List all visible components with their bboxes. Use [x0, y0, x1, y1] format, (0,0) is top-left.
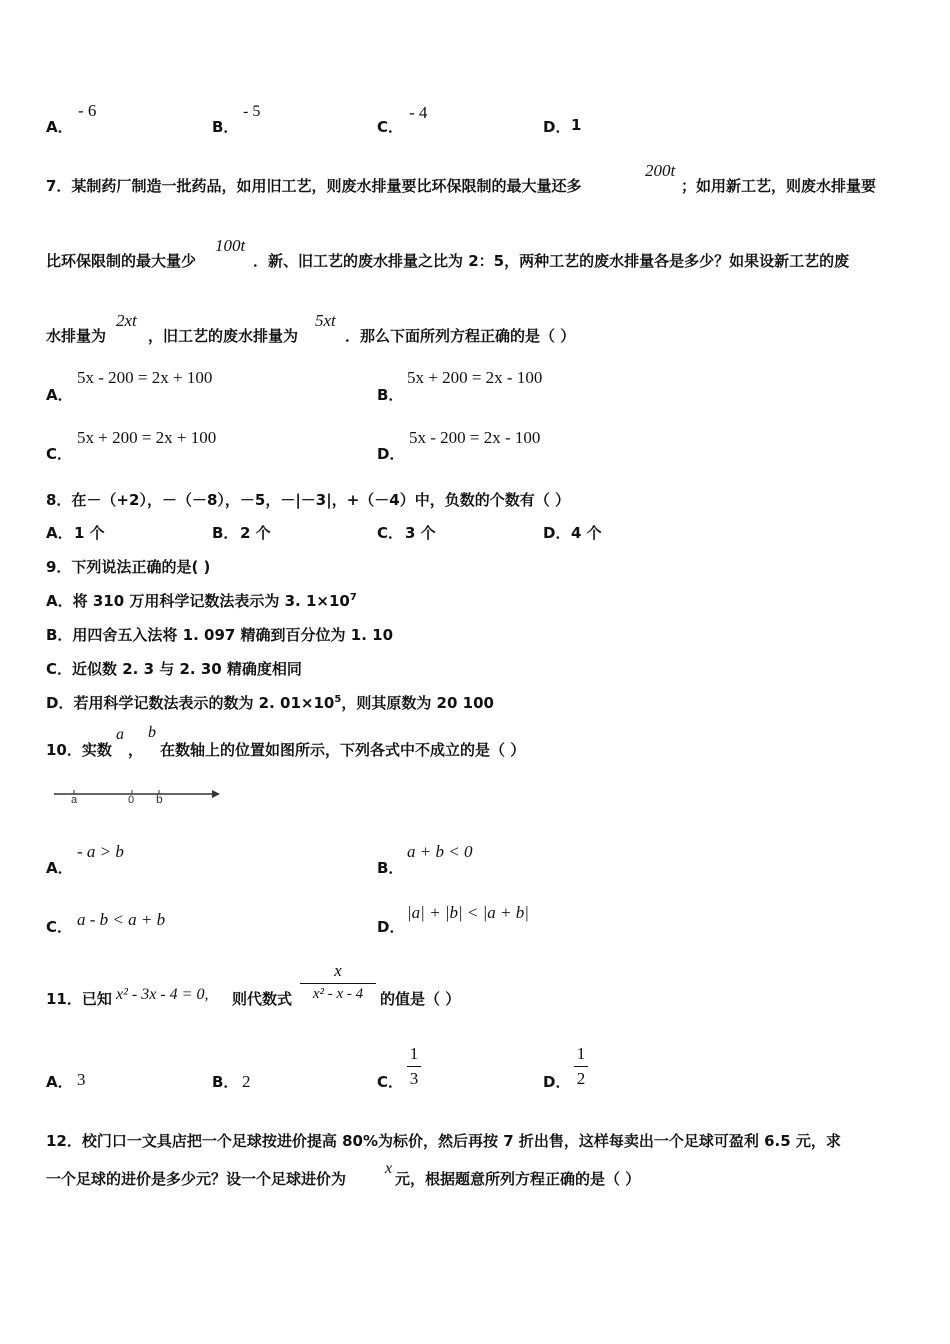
q8-option-a-label: A． [46, 524, 73, 542]
number-line-label-b: b [156, 792, 163, 806]
q7-option-b-value: 5x + 200 = 2x - 100 [407, 368, 543, 387]
q7-line3-part2: ，旧工艺的废水排量为 [148, 327, 299, 345]
q10-stem-part1: 10．实数 [46, 741, 112, 759]
q9-option-d-exponent: 5 [334, 694, 342, 705]
q8-option-a-value: 1 个 [74, 524, 105, 542]
q9-option-b: B．用四舍五入法将 1. 097 精确到百分位为 1. 10 [46, 626, 394, 644]
fraction-bar [407, 1066, 421, 1067]
q11-option-d-fraction [574, 1044, 588, 1089]
q6-option-d-label: D． [543, 118, 571, 136]
q8-option-b-label: B． [212, 524, 239, 542]
q9-option-d-text: D．若用科学记数法表示的数为 2. 01×10 [46, 694, 335, 712]
q7-line2-part2: ．新、旧工艺的废水排量之比为 2：5，两种工艺的废水排量各是多少？如果设新工艺的废 [253, 252, 850, 270]
number-line-label-zero: 0 [128, 794, 135, 806]
q11-stem-part3: 的值是（ ） [380, 990, 461, 1008]
q10-option-b-label: B． [377, 859, 404, 877]
q8-option-c-value: 3 个 [405, 524, 436, 542]
q11-option-b-value: 2 [242, 1072, 251, 1091]
q12-line2-part1: 一个足球的进价是多少元？设一个足球进价为 [46, 1170, 347, 1188]
number-line-label-a: a [71, 794, 78, 806]
q7-math-200t: 200t [645, 161, 676, 180]
q11-fraction-numerator: x [334, 961, 342, 980]
q11-equation: x² - 3x - 4 = 0, [116, 986, 209, 1003]
q10-var-a: a [116, 726, 124, 743]
q8-option-d-value: 4 个 [571, 524, 602, 542]
q9-option-a-exponent: 7 [349, 592, 357, 603]
q9-stem: 9．下列说法正确的是( ) [46, 558, 211, 576]
q10-stem-part2: 在数轴上的位置如图所示，下列各式中不成立的是（ ） [160, 741, 526, 759]
q7-math-100t: 100t [215, 236, 246, 255]
q9-option-a-text: A．将 310 万用科学记数法表示为 3. 1×10 [46, 592, 350, 610]
q12-line2-part2: 元，根据题意所列方程正确的是（ ） [395, 1170, 641, 1188]
q7-option-d-value: 5x - 200 = 2x - 100 [409, 428, 541, 447]
q9-option-a [46, 590, 357, 611]
q10-option-c-label: C． [46, 918, 73, 936]
q7-line1-part1: 7．某制药厂制造一批药品，如用旧工艺，则废水排量要比环保限制的最大量还多 [46, 177, 582, 195]
q8-stem: 8．在－（+2），－（－8），－5，－|－3|，+（－4）中，负数的个数有（ ） [46, 491, 570, 509]
q7-line2-part1: 比环保限制的最大量少 [46, 252, 197, 270]
q11-option-d-denominator: 2 [576, 1069, 586, 1088]
q11-option-c-fraction [407, 1044, 421, 1089]
q6-option-a-value: - 6 [78, 101, 97, 120]
q7-math-5xt: 5xt [315, 311, 336, 330]
q11-option-a-value: 3 [77, 1070, 86, 1089]
q10-option-d-label: D． [377, 918, 405, 936]
q6-option-a-label: A． [46, 118, 73, 136]
q11-option-a-label: A． [46, 1073, 73, 1091]
q8-option-c-label: C． [377, 524, 404, 542]
q7-option-a-value: 5x - 200 = 2x + 100 [77, 368, 213, 387]
q10-option-c-value: a - b < a + b [77, 910, 166, 929]
q7-option-d-label: D． [377, 445, 405, 463]
q9-option-c: C．近似数 2. 3 与 2. 30 精确度相同 [46, 660, 302, 678]
q10-var-b: b [148, 724, 156, 741]
q6-option-c-value: - 4 [409, 103, 428, 122]
q6-option-b-label: B． [212, 118, 239, 136]
q10-comma: ， [128, 741, 144, 759]
q11-option-d-label: D． [543, 1073, 571, 1091]
q11-stem-part2: 则代数式 [232, 990, 293, 1008]
q7-line1-part2: ；如用新工艺，则废水排量要 [681, 177, 877, 195]
q7-line3-part1: 水排量为 [46, 327, 107, 345]
q10-option-b-value: a + b < 0 [407, 842, 473, 861]
q12-line1: 12．校门口一文具店把一个足球按进价提高 80%为标价，然后再按 7 折出售，这样每卖出一个足球可盈利 6.5 元，求 [46, 1132, 841, 1150]
q6-option-b-value: - 5 [243, 103, 261, 120]
q7-option-a-label: A． [46, 386, 73, 404]
number-line-arrow [212, 790, 220, 798]
q10-option-a-value: - a > b [77, 842, 124, 861]
q10-option-a-label: A． [46, 859, 73, 877]
q7-option-c-value: 5x + 200 = 2x + 100 [77, 428, 217, 447]
q11-fraction [300, 961, 376, 1003]
fraction-bar [300, 983, 376, 984]
q11-option-c-label: C． [377, 1073, 404, 1091]
q6-option-d-value: 1 [571, 116, 582, 134]
q11-option-b-label: B． [212, 1073, 239, 1091]
q10-number-line [52, 784, 222, 810]
fraction-bar [574, 1066, 588, 1067]
q7-line3-part3: ．那么下面所列方程正确的是（ ） [345, 327, 576, 345]
q11-option-c-denominator: 3 [409, 1069, 419, 1088]
q8-option-d-label: D． [543, 524, 571, 542]
q7-option-b-label: B． [377, 386, 404, 404]
q11-stem-part1: 11．已知 [46, 990, 112, 1008]
q8-option-b-value: 2 个 [240, 524, 271, 542]
q9-option-d-text-end: ，则其原数为 20 100 [341, 694, 494, 712]
q11-option-c-numerator: 1 [409, 1044, 419, 1063]
q7-option-c-label: C． [46, 445, 73, 463]
q7-math-2xt: 2xt [116, 311, 137, 330]
q12-var-x: x [385, 1160, 393, 1177]
q6-option-c-label: C． [377, 118, 404, 136]
q9-option-d [46, 692, 494, 713]
q11-option-d-numerator: 1 [576, 1044, 586, 1063]
q11-fraction-denominator: x² - x - 4 [312, 986, 364, 1002]
q10-option-d-value: |a| + |b| < |a + b| [407, 903, 529, 922]
